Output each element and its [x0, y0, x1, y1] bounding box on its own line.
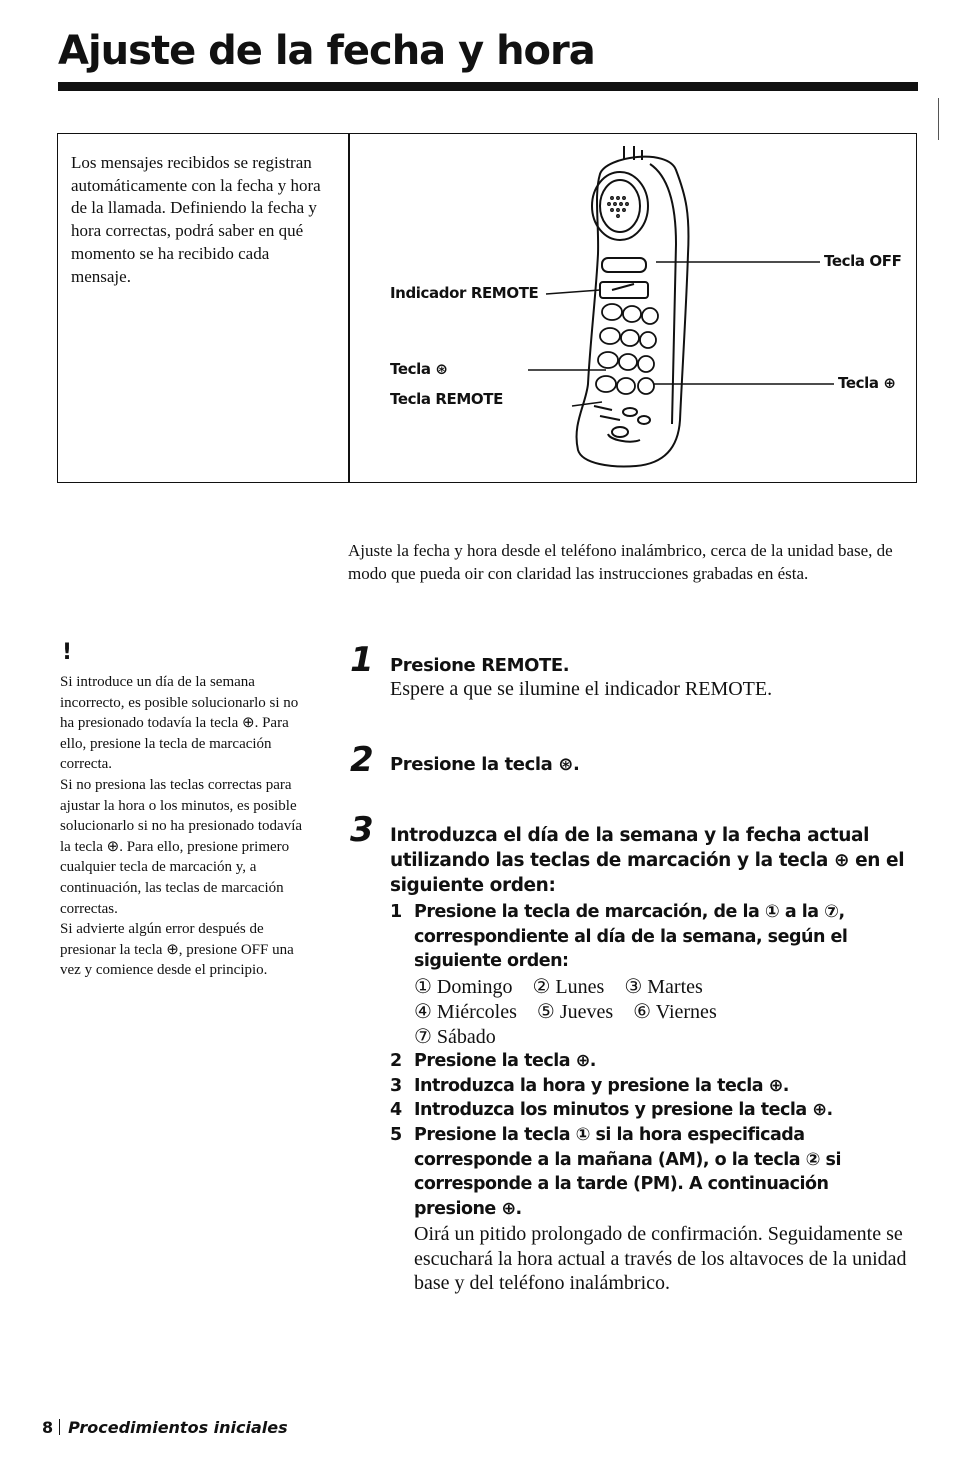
- note-paragraph: Si introduce un día de la semana incorrecto, es posible solucionarlo si no ha presionado todavía la tecla ⊕. Para ello, presione la tecla de marcación correcta.: [60, 674, 299, 773]
- handset-diagram: [350, 134, 916, 481]
- page-title: Ajuste de la fecha y hora: [58, 28, 595, 74]
- footer-divider: [59, 1419, 60, 1435]
- step-heading: Introduzca el día de la semana y la fecha actual utilizando las teclas de marcación y la tecla ⊕ en el siguiente orden:: [390, 825, 905, 896]
- off-key-label: Tecla OFF: [824, 252, 902, 270]
- step-heading: Presione la tecla ⊛.: [390, 754, 580, 775]
- step-number: 2: [350, 740, 374, 780]
- intro-text: Los mensajes recibidos se registran automáticamente con la fecha y hora de la llamada. Definiendo la fecha y hora correctas, podrá saber en qué momento se ha recibido cada mensaje.: [71, 153, 321, 286]
- section-name: Procedimientos iniciales: [68, 1418, 288, 1437]
- days-row: [414, 1025, 496, 1050]
- substep-text: Presione la tecla ⊕.: [414, 1051, 596, 1071]
- substep-number: 2: [390, 1051, 403, 1071]
- substep-body: Oirá un pitido prolongado de confirmación. Seguidamente se escuchará la hora actual a través de los altavoces de la unidad base y del teléfono inalámbrico.: [414, 1223, 907, 1295]
- substep-text: Presione la tecla de marcación, de la ① a la ⑦, correspondiente al día de la semana, según el siguiente orden:: [414, 902, 848, 972]
- step-body: Espere a que se ilumine el indicador REMOTE.: [390, 678, 773, 700]
- day-item: ③ Martes: [624, 976, 703, 998]
- remote-key-label: Tecla REMOTE: [390, 390, 503, 408]
- substep-number: 1: [390, 902, 403, 922]
- title-rule: [58, 82, 918, 91]
- days-row: [414, 975, 703, 1000]
- intro-box: [57, 133, 917, 483]
- asterisk-key-label: Tecla ⊛: [390, 360, 448, 378]
- day-item: ⑥ Viernes: [633, 1001, 717, 1023]
- page-number: 8: [42, 1418, 54, 1437]
- day-item: ⑤ Jueves: [536, 1001, 614, 1023]
- remote-indicator-label: Indicador REMOTE: [390, 284, 539, 302]
- note-mark: !: [62, 640, 73, 665]
- substep-text: Presione la tecla ① si la hora especificada corresponde a la mañana (AM), o la tecla ② si corresponde a la tarde (PM). A continuación presione ⊕.: [414, 1125, 841, 1219]
- lead-paragraph: Ajuste la fecha y hora desde el teléfono inalámbrico, cerca de la unidad base, de modo que pueda oir con claridad las instrucciones grabadas en ésta.: [348, 541, 893, 583]
- step-number: 1: [350, 640, 374, 680]
- substep-number: 5: [390, 1125, 403, 1145]
- days-row: [414, 1000, 717, 1025]
- page-footer: [42, 1418, 288, 1437]
- step-heading: Presione REMOTE.: [390, 655, 570, 676]
- day-item: ⑦ Sábado: [414, 1026, 496, 1048]
- substep-text: Introduzca la hora y presione la tecla ⊕.: [414, 1076, 789, 1096]
- substep-text: Introduzca los minutos y presione la tecla ⊕.: [414, 1100, 833, 1120]
- substep-number: 4: [390, 1100, 403, 1120]
- cordless-phone-illustration: [350, 134, 916, 481]
- substep: [390, 1098, 910, 1123]
- day-item: ④ Miércoles: [414, 1001, 517, 1023]
- substep-number: 3: [390, 1076, 403, 1096]
- substep: [390, 900, 910, 976]
- day-item: ① Domingo: [414, 976, 513, 998]
- day-item: ② Lunes: [532, 976, 605, 998]
- hash-key-label: Tecla ⊕: [838, 374, 896, 392]
- substep: [390, 1049, 910, 1074]
- margin-mark: [938, 98, 939, 140]
- substep: [390, 1074, 910, 1099]
- note-text: [60, 672, 310, 981]
- note-paragraph: Si no presiona las teclas correctas para ajustar la hora o los minutos, es posible solucionarlo si no ha presionado todavía la tecla ⊕. Para ello, presione primero cualquier tecla de marcación y, a continuación, las teclas de marcación correctas.: [60, 776, 303, 917]
- note-paragraph: Si advierte algún error después de presionar la tecla ⊕, presione OFF una vez y comience desde el principio.: [60, 921, 294, 979]
- step-number: 3: [350, 810, 374, 850]
- substep: [390, 1123, 910, 1223]
